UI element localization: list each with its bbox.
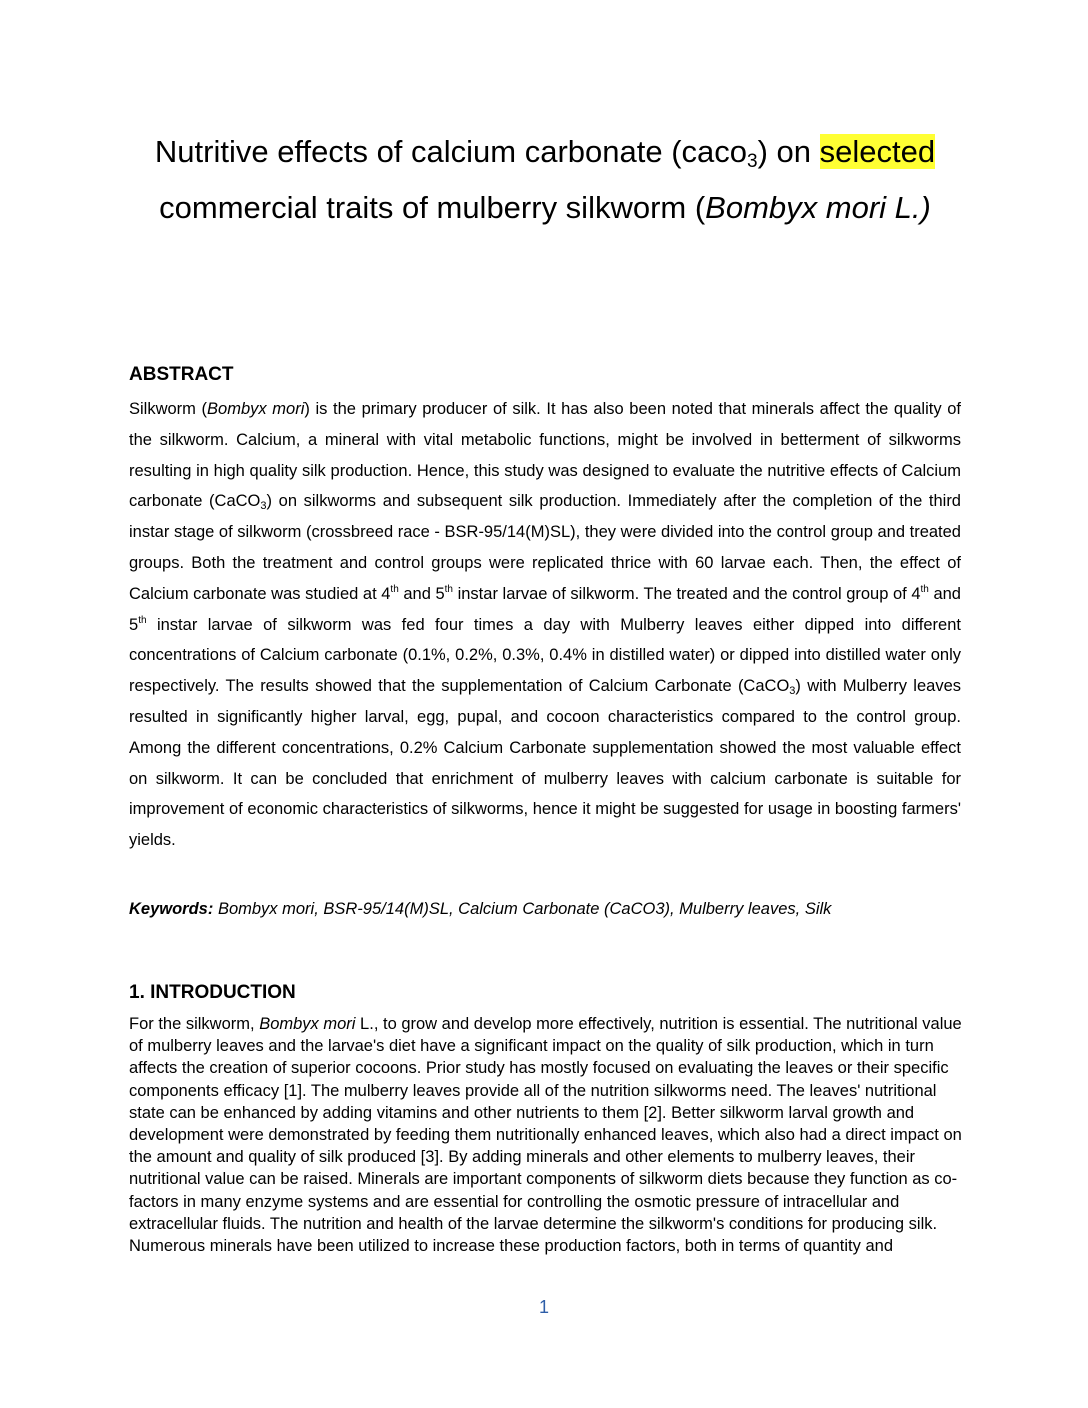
title-line2: commercial traits of mulberry silkworm ( [159, 190, 706, 225]
page-number: 1 [538, 1297, 549, 1317]
title-line1-end: ) on [757, 134, 820, 169]
keywords-label: Keywords: [129, 900, 214, 918]
paper-title [120, 124, 970, 236]
title-line1: Nutritive effects of calcium carbonate (caco [154, 134, 748, 169]
keywords: Keywords: Bombyx mori, BSR-95/14(M)SL, Calcium Carbonate (CaCO3), Mulberry leaves, Silk [129, 900, 832, 918]
introduction-heading: 1. INTRODUCTION [129, 982, 296, 1003]
title-subscript: 3 [747, 151, 758, 172]
introduction-body: For the silkworm, Bombyx mori L., to grow and develop more effectively, nutrition is essential. The nutritional value of mulberry leaves and the larvae's diet have a significant impact on the quality of silk production, which in turn affects the creation of superior cocoons. Prior study has mostly focused on evaluating the leaves or their specific components efficacy [1]. The mulberry leaves provide all of the nutrition silkworms need. The leaves' nutritional state can be enhanced by adding vitamins and other nutrients to them [2]. Better silkworm larval growth and development were demonstrated by feeding them nutritionally enhanced leaves, which also had a direct impact on the amount and quality of silk produced [3]. By adding minerals and other elements to mulberry leaves, their nutritional value can be raised. Minerals are important components of silkworm diets because they function as co-factors in many enzyme systems and are essential for controlling the osmotic pressure of intracellular and extracellular fluids. The nutrition and health of the larvae determine the silkworm's conditions for producing silk. Numerous minerals have been utilized to increase these production factors, both in terms of quantity and [129, 1015, 962, 1256]
abstract-body: Silkworm (Bombyx mori) is the primary producer of silk. It has also been noted that minerals affect the quality of the silkworm. Calcium, a mineral with vital metabolic functions, might be involved in betterment of silkworms resulting in high quality silk production. Hence, this study was designed to evaluate the nutritive effects of Calcium carbonate (CaCO$_3$) on silkworms and subsequent silk production. Immediately after the completion of the third instar stage of silkworm (crossbreed race - BSR-95/14(M)SL), they were divided into the control group and treated groups. Both the treatment and control groups were replicated thrice with 60 larvae each. Then, the effect of Calcium carbonate was studied at 4th and 5th instar larvae of silkworm. The treated and the control group of 4th and 5th instar larvae of silkworm was fed four times a day with Mulberry leaves either dipped into different concentrations of Calcium carbonate (0.1%, 0.2%, 0.3%, 0.4% in distilled water) or dipped into distilled water only respectively. The results showed that the supplementation of Calcium Carbonate (CaCO$_3$) with Mulberry leaves resulted in significantly higher larval, egg, pupal, and cocoon characteristics compared to the control group. Among the different concentrations, 0.2% Calcium Carbonate supplementation showed the most valuable effect on silkworm. It can be concluded that enrichment of mulberry leaves with calcium carbonate is suitable for improvement of economic characteristics of silkworms, hence it might be suggested for usage in boosting farmers' yields. [129, 400, 961, 850]
title-highlighted-word: selected [819, 134, 936, 169]
abstract-heading: ABSTRACT [129, 364, 234, 385]
title-species: Bombyx mori L.) [705, 190, 931, 225]
